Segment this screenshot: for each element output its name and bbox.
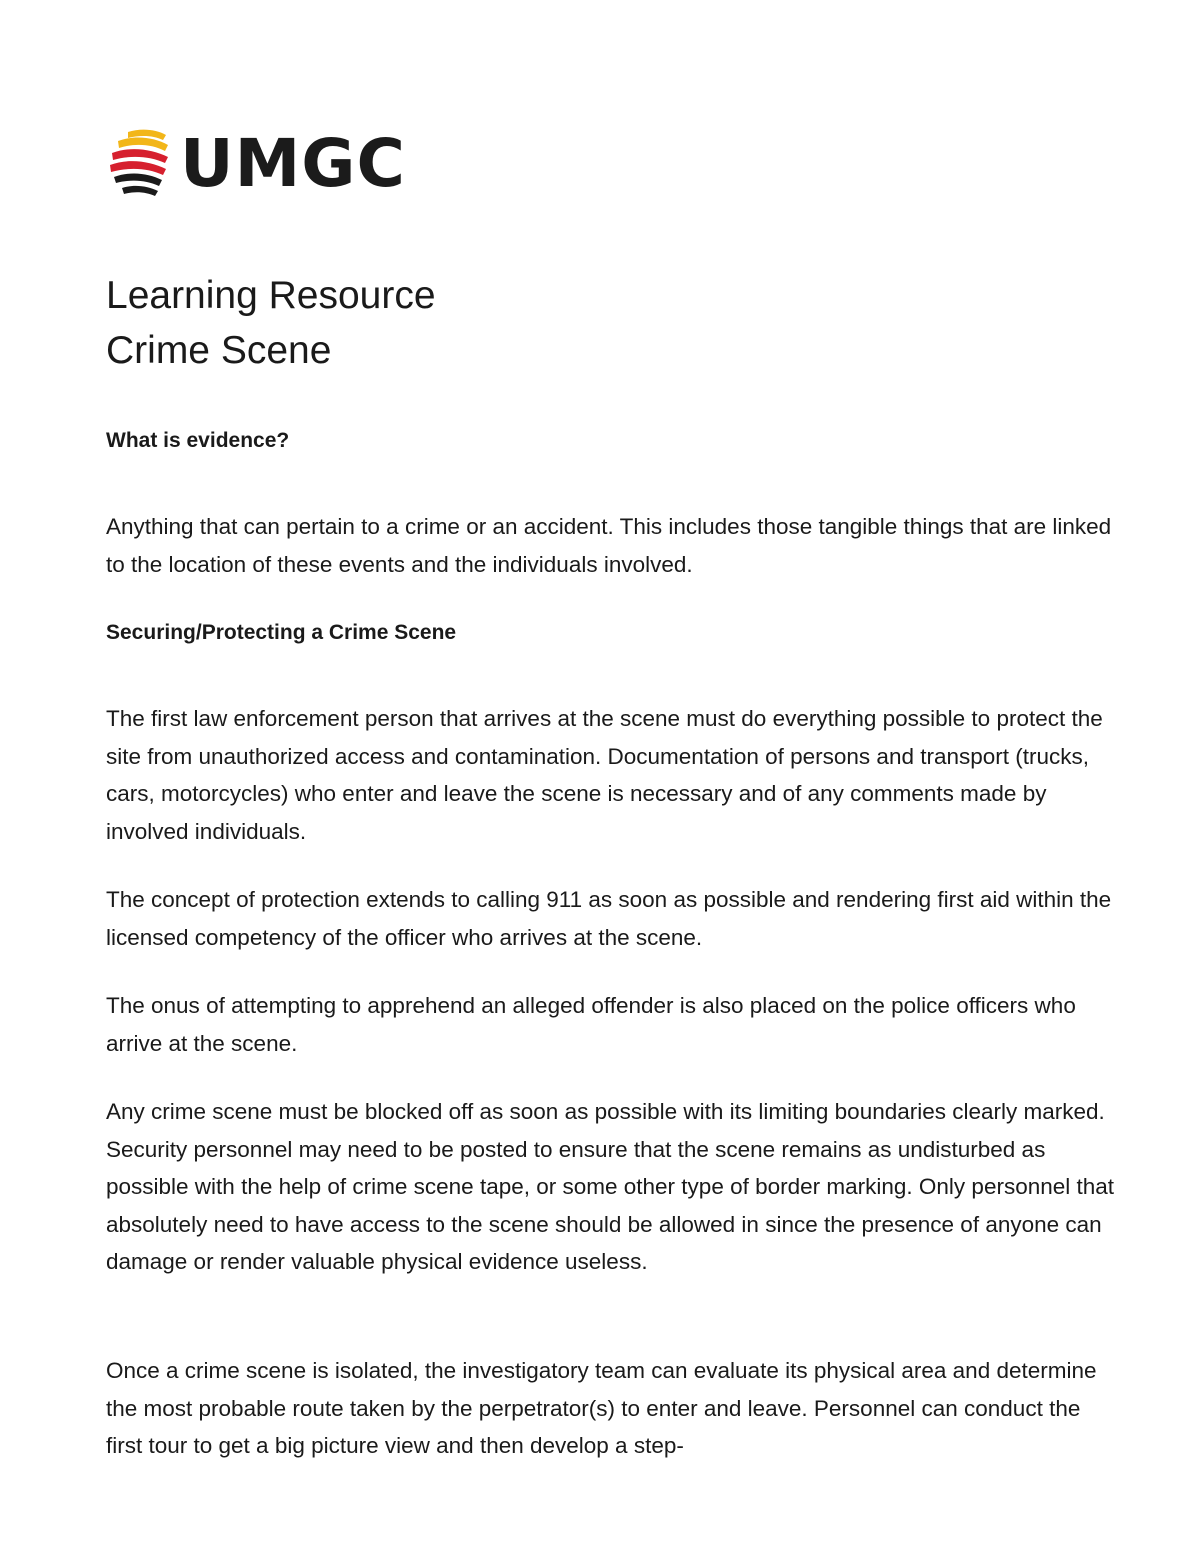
umgc-logo-mark-icon xyxy=(106,126,178,202)
title-line-2: Crime Scene xyxy=(106,329,332,372)
umgc-logo-text: UMGC xyxy=(180,125,406,202)
title-line-1: Learning Resource xyxy=(106,274,436,317)
umgc-logo xyxy=(106,126,406,202)
paragraph-apprehend-offender: The onus of attempting to apprehend an alleged offender is also placed on the police officers who arrive at the scene. xyxy=(106,993,1076,1056)
paragraph-evidence-definition: Anything that can pertain to a crime or an accident. This includes those tangible things that are linked to the location of these events and the individuals involved. xyxy=(106,514,1112,577)
paragraph-block-off-scene: Any crime scene must be blocked off as soon as possible with its limiting boundaries clearly marked. Security personnel may need to be posted to ensure that the scene remains as undisturbed as possible with the help of crime scene tape, or some other type of border marking. Only personnel that absolutely need to have access to the scene should be allowed in since the presence of anyone can damage or render valuable physical evidence useless. xyxy=(106,1099,1115,1275)
paragraph-isolated-scene: Once a crime scene is isolated, the investigatory team can evaluate its physical area and determine the most probable route taken by the perpetrator(s) to enter and leave. Personnel can conduct the first tour to get a big picture view and then develop a step- xyxy=(106,1358,1097,1459)
page-title xyxy=(106,268,436,378)
paragraph-protection: The concept of protection extends to calling 911 as soon as possible and rendering first aid within the licensed competency of the officer who arrives at the scene. xyxy=(106,887,1112,950)
heading-what-is-evidence: What is evidence? xyxy=(106,429,290,452)
paragraph-first-responder: The first law enforcement person that arrives at the scene must do everything possible to protect the site from unauthorized access and contamination. Documentation of persons and transport (trucks, cars, motorcycles) who enter and leave the scene is necessary and of any comments made by involved individuals. xyxy=(106,706,1103,844)
heading-securing-crime-scene: Securing/Protecting a Crime Scene xyxy=(106,621,457,644)
